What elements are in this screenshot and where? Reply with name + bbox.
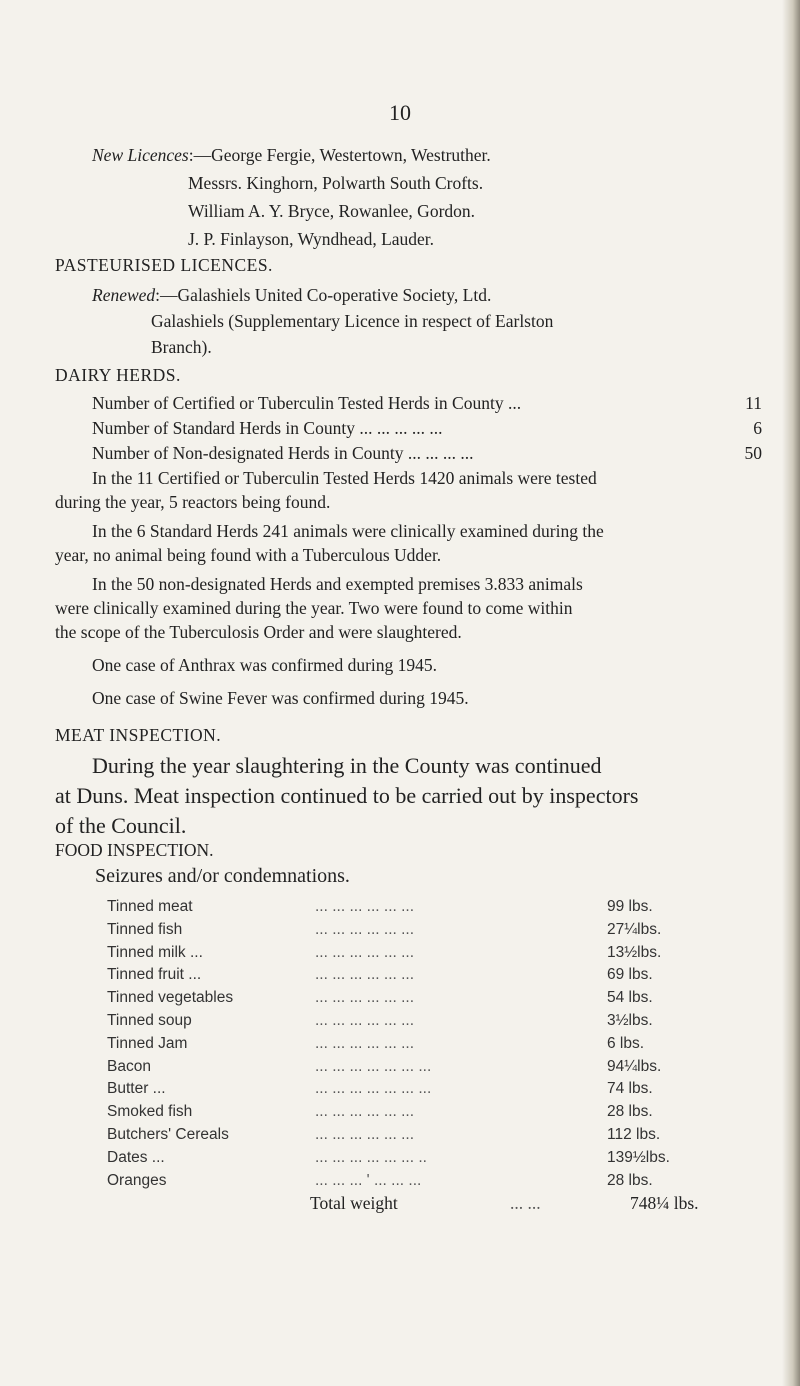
- total-weight-label: Total weight: [310, 1193, 398, 1213]
- meat-line-3: of the Council.: [55, 813, 187, 838]
- pasteurised-heading: PASTEURISED LICENCES.: [55, 255, 273, 275]
- seizure-weight: 69 lbs.: [607, 966, 653, 984]
- page-edge-shadow: [782, 0, 800, 1386]
- dairy-row-non-designated: Number of Non-designated Herds in County ... ... ... ... 50: [92, 443, 762, 463]
- seizure-row: [107, 1078, 747, 1101]
- seizure-item: Butchers' Cereals ... ... ... ... ... ...: [107, 1125, 415, 1143]
- seizure-weight: 3½lbs.: [607, 1011, 653, 1029]
- seizure-weight: 6 lbs.: [607, 1034, 645, 1052]
- renewed-line-2: Galashiels (Supplementary Licence in respect of Earlston: [151, 311, 554, 331]
- dairy-para-1a: In the 11 Certified or Tuberculin Tested Herds 1420 animals were tested: [92, 468, 597, 488]
- seizure-item: Tinned fruit ... ... ... ... ... ... ...: [107, 966, 415, 984]
- seizure-item: Bacon ... ... ... ... ... ... ...: [107, 1057, 432, 1075]
- seizure-weight: 139½lbs.: [607, 1148, 670, 1166]
- seizure-weight: 94¼lbs.: [607, 1057, 662, 1075]
- new-licences-label: New Licences: [92, 145, 189, 165]
- new-licences-line-1: :—George Fergie, Westertown, Westruther.: [188, 145, 491, 165]
- meat-inspection-section: [55, 723, 775, 841]
- total-weight-row: [310, 1193, 780, 1214]
- seizures-table: [107, 896, 747, 1192]
- page-number: 10: [389, 100, 411, 125]
- meat-heading: MEAT INSPECTION.: [55, 725, 222, 745]
- total-weight-dots: ... ...: [510, 1193, 541, 1213]
- seizure-row: [107, 1010, 747, 1033]
- seizure-row: [107, 942, 747, 965]
- seizure-row: [107, 1147, 747, 1170]
- meat-line-2: at Duns. Meat inspection continued to be carried out by inspectors: [55, 783, 639, 808]
- dairy-heading: DAIRY HERDS.: [55, 365, 181, 385]
- dairy-row-standard: Number of Standard Herds in County ... ... ... ... ... 6: [92, 418, 762, 438]
- seizure-weight: 13½lbs.: [607, 943, 662, 961]
- seizure-weight: 112 lbs.: [607, 1125, 661, 1143]
- dairy-para-3b: were clinically examined during the year. Two were found to come within: [55, 598, 573, 618]
- dairy-para-3c: the scope of the Tuberculosis Order and were slaughtered.: [55, 622, 462, 642]
- seizure-item: Tinned fish ... ... ... ... ... ...: [107, 920, 415, 938]
- seizure-weight: 28 lbs.: [607, 1103, 653, 1121]
- food-heading: FOOD INSPECTION.: [55, 840, 214, 860]
- meat-line-1: During the year slaughtering in the County was continued: [92, 753, 602, 778]
- seizure-item: Dates ... ... ... ... ... ... ... ..: [107, 1148, 427, 1166]
- new-licences-section: [92, 143, 800, 251]
- renewed-line-1: :—Galashiels United Co-operative Society, Ltd.: [155, 285, 492, 305]
- seizure-weight: 27¼lbs.: [607, 920, 662, 938]
- seizure-item: Oranges ... ... ... ' ... ... ...: [107, 1171, 422, 1189]
- dairy-para-2a: In the 6 Standard Herds 241 animals were clinically examined during the: [92, 521, 604, 541]
- seizure-row: [107, 1101, 747, 1124]
- renewed-line-3: Branch).: [151, 337, 212, 357]
- seizure-item: Tinned milk ... ... ... ... ... ... ...: [107, 943, 415, 961]
- seizure-item: Tinned meat ... ... ... ... ... ...: [107, 898, 415, 915]
- dairy-para-1b: during the year, 5 reactors being found.: [55, 492, 331, 512]
- dairy-para-2b: year, no animal being found with a Tuberculous Udder.: [55, 545, 442, 565]
- seizure-weight: 54 lbs.: [607, 989, 653, 1007]
- new-licences-line-3: William A. Y. Bryce, Rowanlee, Gordon.: [188, 201, 476, 221]
- seizure-row: [107, 987, 747, 1010]
- dairy-para-3a: In the 50 non-designated Herds and exempted premises 3.833 animals: [92, 574, 583, 594]
- seizure-weight: 74 lbs.: [607, 1080, 653, 1098]
- seizure-weight: 99 lbs.: [607, 898, 653, 915]
- food-subheading: Seizures and/or condemnations.: [95, 865, 350, 887]
- dairy-para-5: One case of Swine Fever was confirmed during 1945.: [92, 688, 469, 708]
- dairy-para-4: One case of Anthrax was confirmed during 1945.: [92, 655, 438, 675]
- seizure-item: Tinned Jam ... ... ... ... ... ...: [107, 1034, 415, 1052]
- dairy-row-certified: Number of Certified or Tuberculin Tested Herds in County ... 11: [92, 393, 762, 413]
- seizure-row: [107, 896, 747, 919]
- seizure-row: [107, 1170, 747, 1193]
- seizure-row: [107, 1033, 747, 1056]
- seizure-item: Tinned vegetables ... ... ... ... ... ...: [107, 989, 415, 1007]
- total-weight-value: 748¼ lbs.: [630, 1193, 699, 1213]
- seizure-item: Butter ... ... ... ... ... ... ... ...: [107, 1080, 432, 1098]
- pasteurised-section: [55, 253, 775, 359]
- seizure-row: [107, 964, 747, 987]
- seizure-row: [107, 1056, 747, 1079]
- renewed-label: Renewed: [92, 285, 156, 305]
- seizure-weight: 28 lbs.: [607, 1171, 653, 1189]
- seizure-item: Tinned soup ... ... ... ... ... ...: [107, 1011, 415, 1029]
- new-licences-line-4: J. P. Finlayson, Wyndhead, Lauder.: [188, 229, 435, 249]
- seizure-row: [107, 1124, 747, 1147]
- new-licences-line-2: Messrs. Kinghorn, Polwarth South Crofts.: [188, 173, 484, 193]
- dairy-herds-section: [55, 363, 775, 710]
- seizure-item: Smoked fish ... ... ... ... ... ...: [107, 1103, 415, 1121]
- seizure-row: [107, 919, 747, 942]
